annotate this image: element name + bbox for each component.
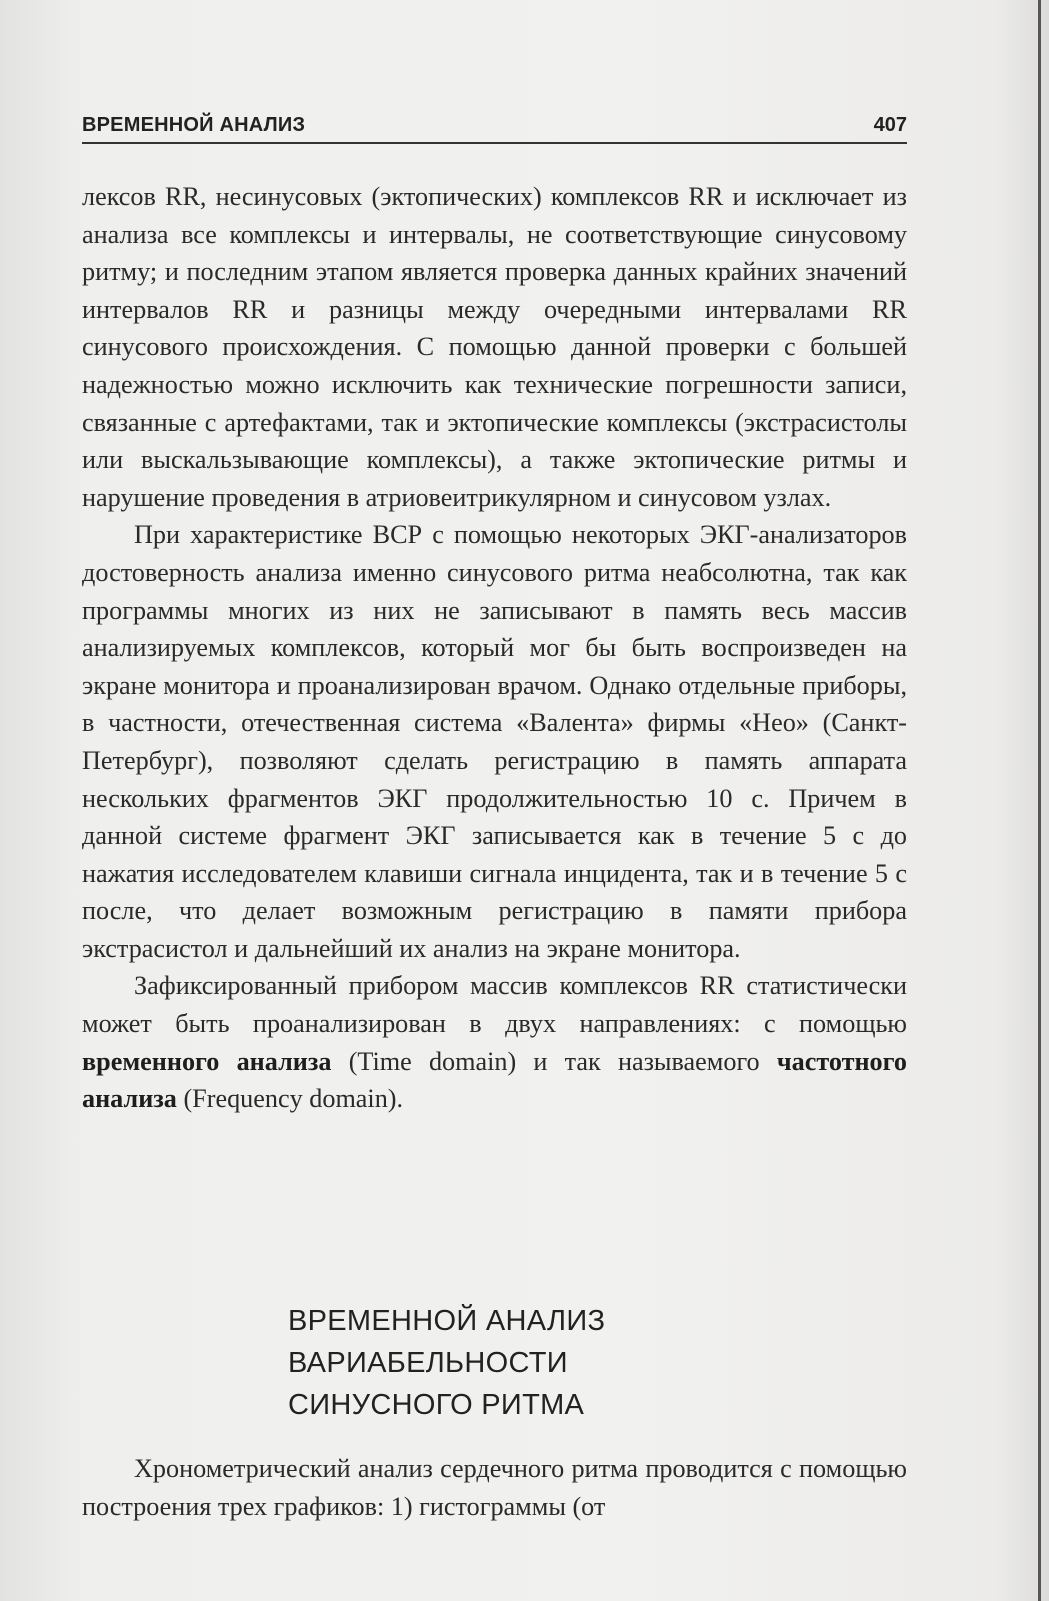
page-number: 407 <box>873 114 907 136</box>
section-body <box>82 1450 907 1525</box>
paragraph-3 <box>82 967 907 1117</box>
paragraph-1: лексов RR, несинусовых (эктопических) комплексов RR и исключает из анализа все комплексы и интервалы, не соответствующие синусовому ритму; и последним этапом является проверка данных крайних значений интервалов RR и разницы между очередными интервалами RR синусового происхождения. С помощью данной проверки с большей надежностью можно исключить как технические погрешности записи, связанные с артефактами, так и эктопические комплексы (экстрасистолы или выскальзывающие комплексы), а также эктопические ритмы и нарушение проведения в атриовеитрикулярном и синусовом узлах. <box>82 182 907 512</box>
section-heading-line-3: СИНУСНОГО РИТМА <box>288 1389 585 1421</box>
paragraph-3-part-3: (Frequency domain). <box>176 1084 404 1114</box>
paragraph-3-part-2: (Time domain) и так называемого <box>331 1046 777 1076</box>
term-frequency-domain: частотного анализа <box>82 1046 907 1114</box>
body-text <box>82 178 907 1118</box>
paragraph-3-part-1: Зафиксированный прибором массив комплексов RR статистически может быть проанализирован в двух направлениях: с помощью <box>82 971 907 1039</box>
paragraph-2: При характеристике ВСР с помощью некоторых ЭКГ-анализаторов достоверность анализа именно синусового ритма неабсолютна, так как программы многих из них не записывают в память весь массив анализируемых комплексов, который мог бы быть воспроизведен на экране монитора и проанализирован врачом. Однако отдельные приборы, в частности, отечественная система «Валента» фирмы «Нео» (Санкт-Петербург), позволяют сделать регистрацию в память аппарата нескольких фрагментов ЭКГ продолжительностью 10 с. Причем в данной системе фрагмент ЭКГ записывается как в течение 5 с до нажатия исследователем клавиши сигнала инцидента, так и в течение 5 с после, что делает возможным регистрацию в памяти прибора экстрасистол и дальнейший их анализ на экране монитора. <box>82 520 907 963</box>
section-heading-line-2: ВАРИАБЕЛЬНОСТИ <box>288 1347 568 1379</box>
running-header <box>82 112 907 144</box>
running-title: ВРЕМЕННОЙ АНАЛИЗ <box>82 114 306 136</box>
section-heading-line-1: ВРЕМЕННОЙ АНАЛИЗ <box>288 1305 606 1337</box>
paragraph-4: Хронометрический анализ сердечного ритма проводится с помощью построения трех графиков: 1) гистограммы (от <box>82 1454 907 1521</box>
section-heading <box>288 1300 808 1426</box>
page-edge <box>1038 0 1041 1601</box>
term-time-domain: временного анализа <box>82 1046 332 1076</box>
